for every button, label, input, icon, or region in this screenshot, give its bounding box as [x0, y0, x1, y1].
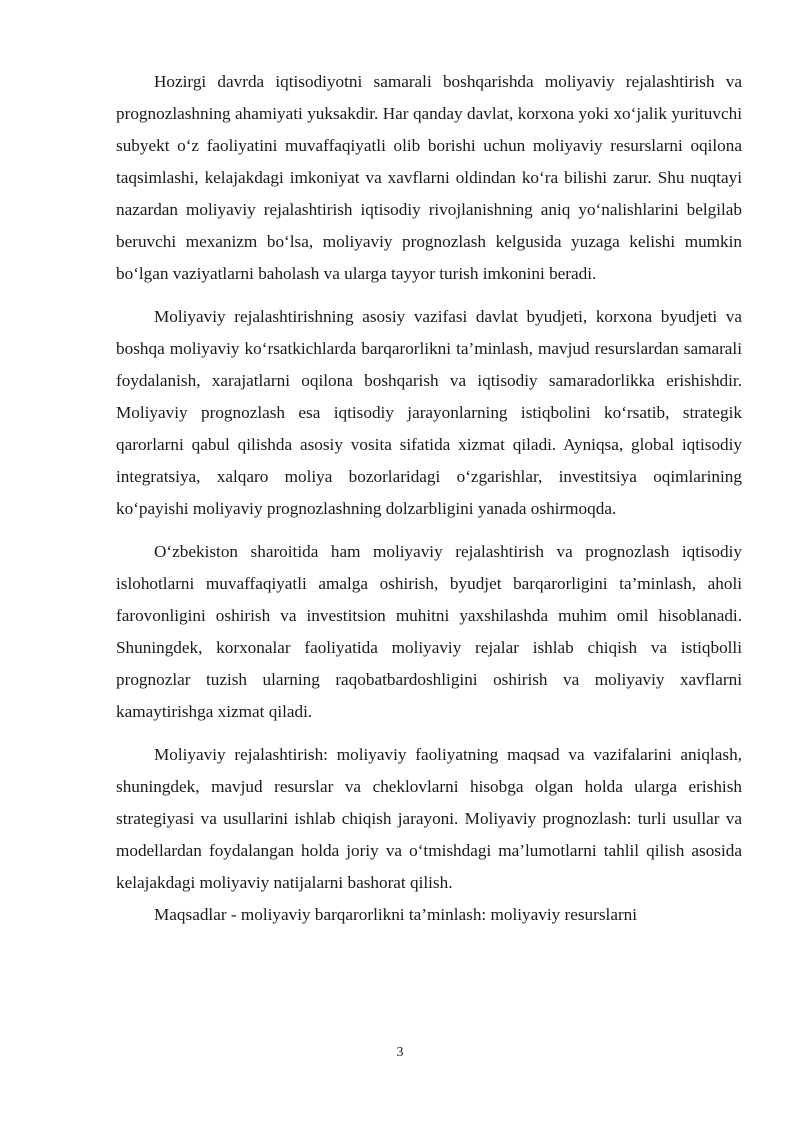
page-number: 3 [396, 1045, 404, 1060]
paragraph-planning-tasks: Moliyaviy rejalashtirishning asosiy vazifasi davlat byudjeti, korxona byudjeti va boshqa moliyaviy ko‘rsatkichlarda barqarorlikni ta’minlash, mavjud resurslardan samarali foydalanish, xarajatlarni oqilona boshqarish va iqtisodiy samaradorlikka erishishdir. Moliyaviy prognozlash esa iqtisodiy jarayonlarning istiqbolini ko‘rsatib, strategik qarorlarni qabul qilishda asosiy vosita sifatida xizmat qiladi. Ayniqsa, global iqtisodiy integratsiya, xalqaro moliya bozorlaridagi o‘zgarishlar, investitsiya oqimlarining ko‘payishi moliyaviy prognozlashning dolzarbligini yanada oshirmoqda. [116, 307, 742, 518]
document-page [116, 66, 742, 931]
paragraph-uzbekistan: O‘zbekiston sharoitida ham moliyaviy rejalashtirish va prognozlash iqtisodiy islohotlarni muvaffaqiyatli amalga oshirish, byudjet barqarorligini ta’minlash, aholi farovonligini oshirish va investitsion muhitni yaxshilashda muhim omil hisoblanadi. Shuningdek, korxonalar faoliyatida moliyaviy rejalar ishlab chiqish va istiqbolli prognozlar tuzish ularning raqobatbardoshligini oshirish va moliyaviy xavflarni kamaytirishga xizmat qiladi. [116, 542, 742, 721]
paragraph-goals: Maqsadlar - moliyaviy barqarorlikni ta’minlash: moliyaviy resurslarni [154, 905, 638, 924]
paragraph-introduction: Hozirgi davrda iqtisodiyotni samarali boshqarishda moliyaviy rejalashtirish va prognozlashning ahamiyati yuksakdir. Har qanday davlat, korxona yoki xo‘jalik yurituvchi subyekt o‘z faoliyatini muvaffaqiyatli olib borishi uchun moliyaviy resurslarni oqilona taqsimlashi, kelajakdagi imkoniyat va xavflarni oldindan ko‘ra bilishi zarur. Shu nuqtayi nazardan moliyaviy rejalashtirish iqtisodiy rivojlanishning aniq yo‘nalishlarini belgilab beruvchi mexanizm bo‘lsa, moliyaviy prognozlash kelgusida yuzaga kelishi mumkin bo‘lgan vaziyatlarni baholash va ularga tayyor turish imkonini beradi. [116, 72, 742, 283]
paragraph-definitions: Moliyaviy rejalashtirish: moliyaviy faoliyatning maqsad va vazifalarini aniqlash, shuningdek, mavjud resurslar va cheklovlarni hisobga olgan holda ularga erishish strategiyasi va usullarini ishlab chiqish jarayoni. Moliyaviy prognozlash: turli usullar va modellardan foydalangan holda joriy va o‘tmishdagi ma’lumotlarni tahlil qilish asosida kelajakdagi moliyaviy natijalarni bashorat qilish. [116, 745, 742, 892]
